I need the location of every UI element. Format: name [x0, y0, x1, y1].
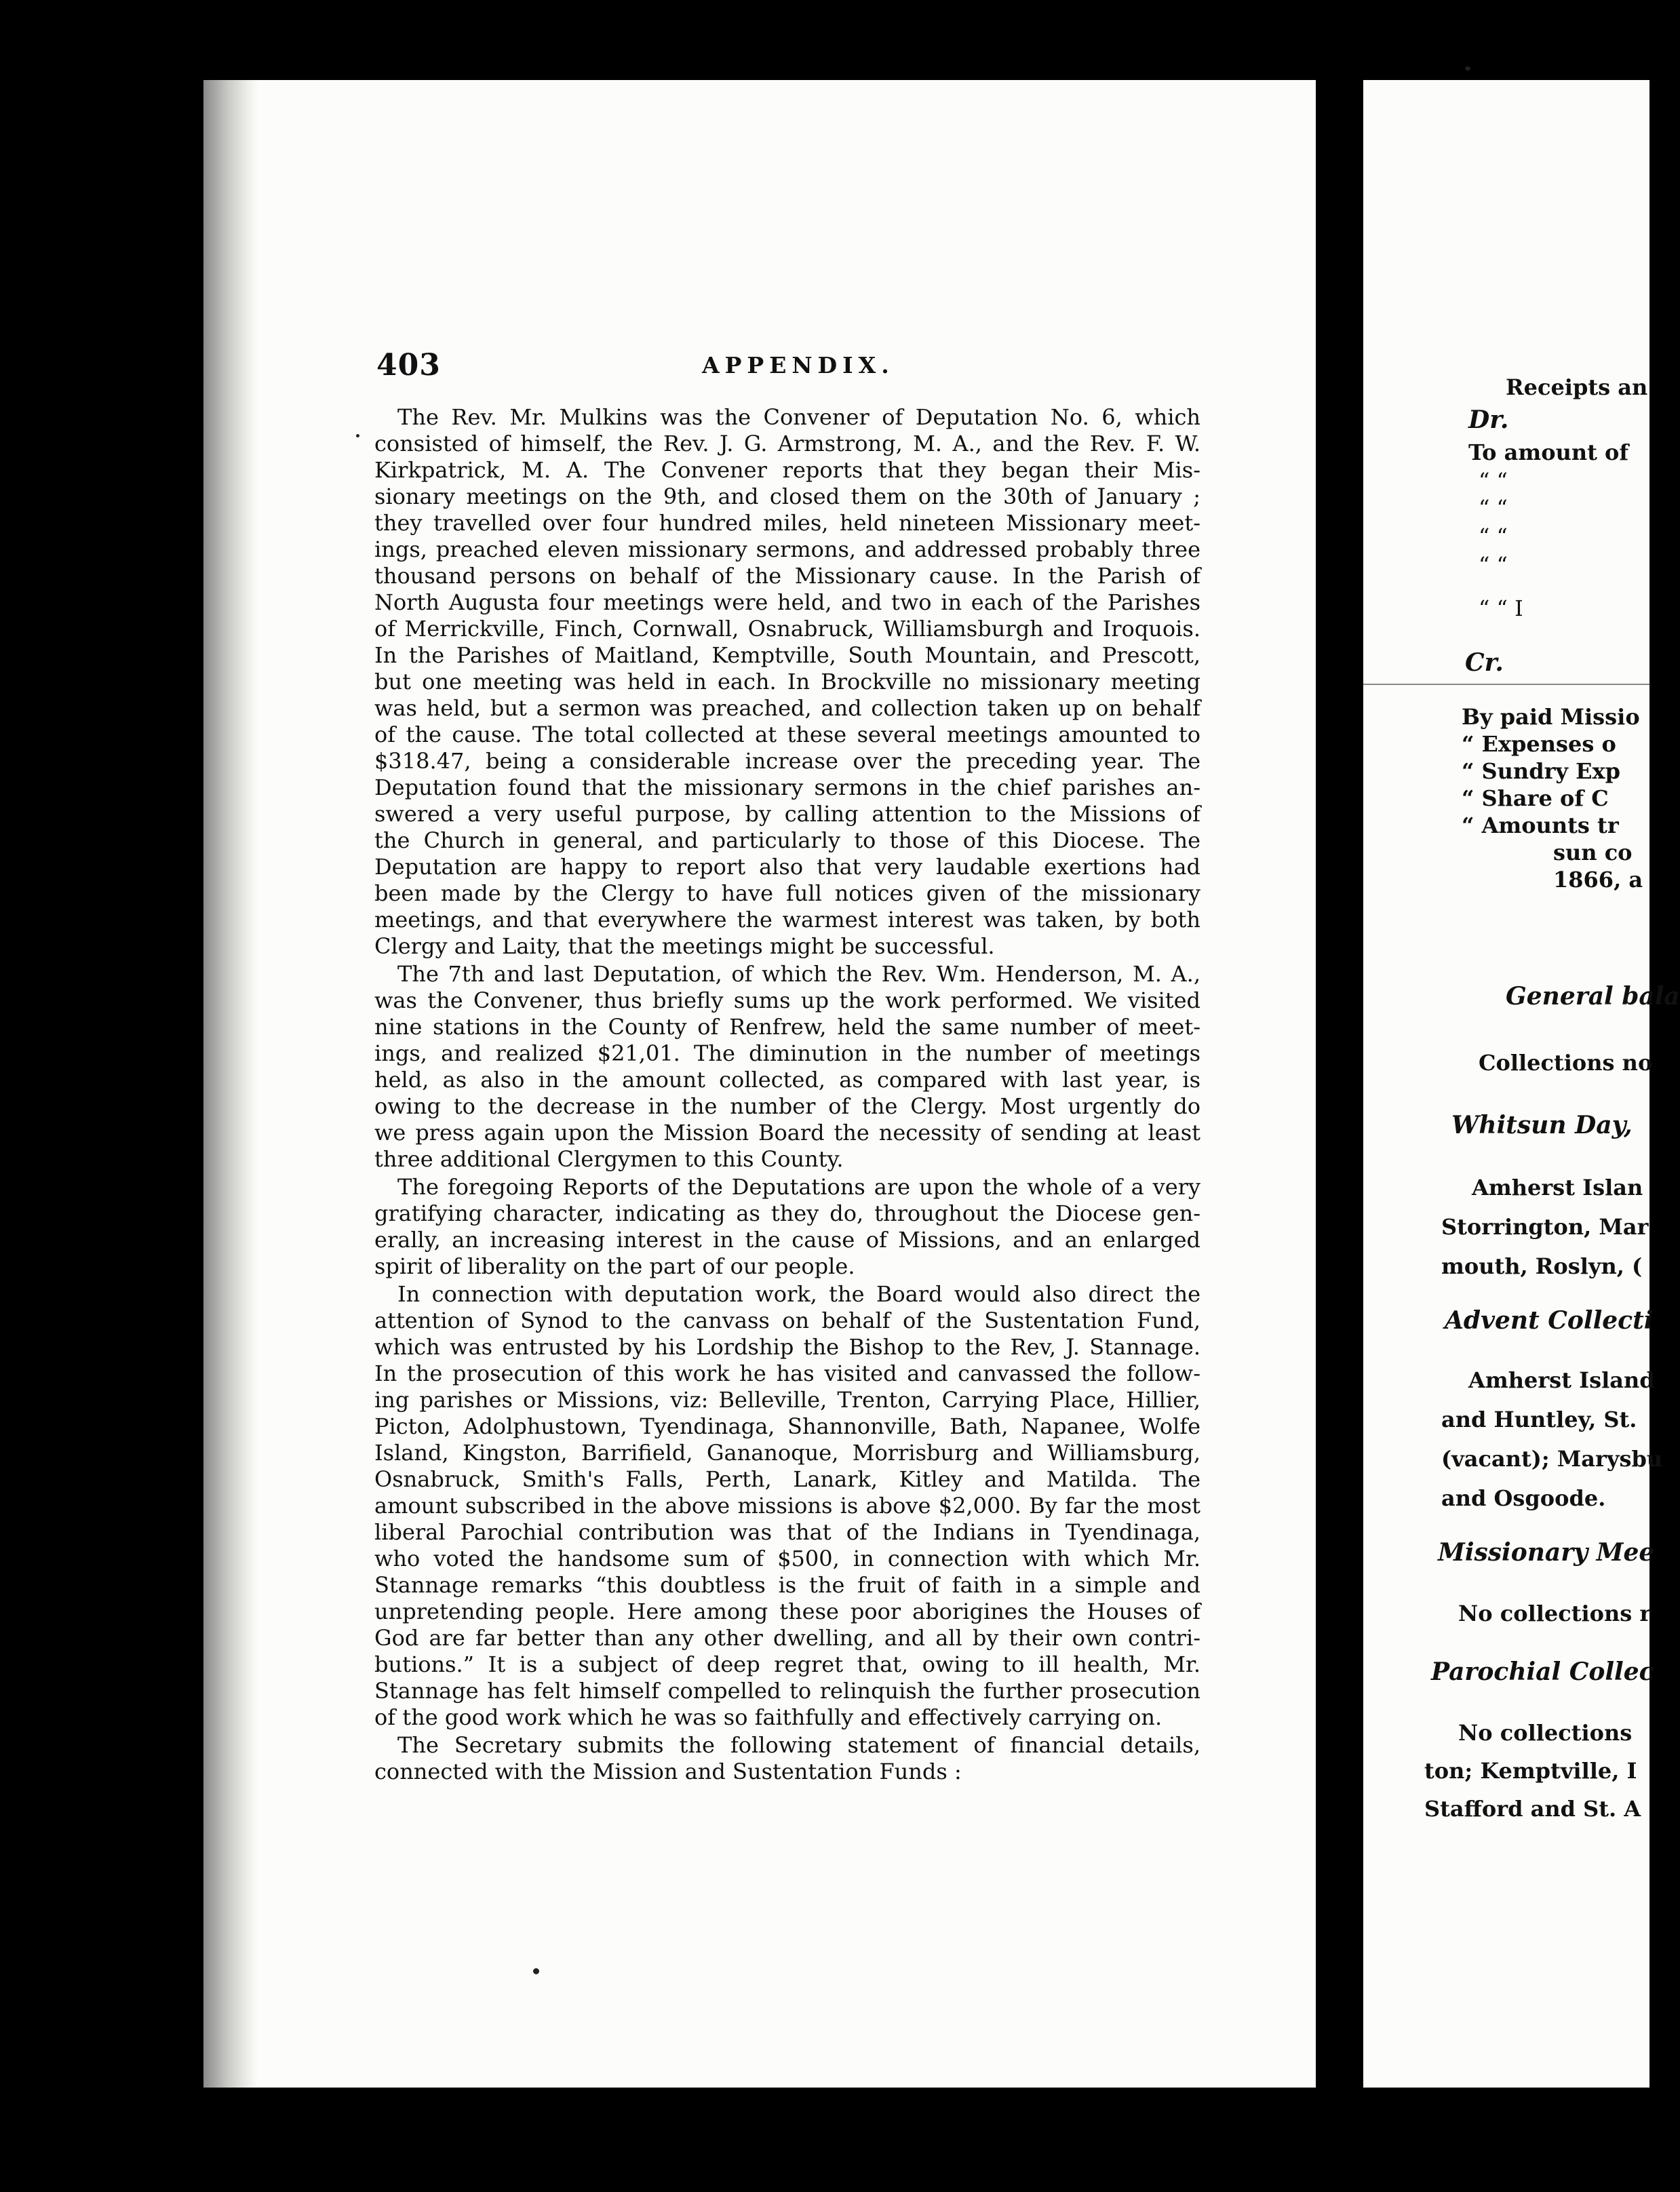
text-line: In the prosecution of this work he has visited and canvassed the follow-	[374, 1361, 1200, 1386]
text-line: meetings, and that everywhere the warmest interest was taken, by both	[374, 907, 1200, 933]
text-line: North Augusta four meetings were held, and two in each of the Parishes	[374, 589, 1200, 615]
right-page-line: “ Amounts tr	[1462, 813, 1619, 838]
right-page-line: sun co	[1553, 840, 1633, 865]
text-line: $318.47, being a considerable increase over the preceding year. The	[374, 748, 1200, 774]
right-page-line: Missionary Mee	[1438, 1538, 1655, 1567]
text-line: Island, Kingston, Barrifield, Gananoque, Morrisburg and Williamsburg,	[374, 1440, 1200, 1466]
text-line: Picton, Adolphustown, Tyendinaga, Shannonville, Bath, Napanee, Wolfe	[374, 1413, 1200, 1439]
text-line: connected with the Mission and Sustentation Funds :	[374, 1759, 962, 1784]
text-line: of the good work which he was so faithfully and effectively carrying on.	[374, 1704, 1163, 1730]
text-line: In the Parishes of Maitland, Kemptville, South Mountain, and Prescott,	[374, 642, 1200, 668]
text-line: Stannage remarks “this doubtless is the fruit of faith in a simple and	[374, 1572, 1200, 1598]
right-page-line: “ “ I	[1479, 595, 1523, 621]
right-page-line: By paid Missio	[1462, 704, 1640, 730]
text-line: ings, and realized $21,01. The diminution in the number of meetings	[374, 1040, 1200, 1066]
right-page-line: “ Expenses o	[1462, 731, 1616, 757]
text-line: unpretending people. Here among these poor aborigines the Houses of	[374, 1599, 1200, 1624]
right-page-line: No collections	[1458, 1720, 1633, 1746]
right-page-line: mouth, Roslyn, (	[1441, 1253, 1643, 1279]
right-page-line: Advent Collecti	[1445, 1306, 1654, 1335]
text-line: In connection with deputation work, the Board would also direct the	[397, 1281, 1200, 1307]
text-line: consisted of himself, the Rev. J. G. Armstrong, M. A., and the Rev. F. W.	[374, 431, 1200, 456]
text-line: which was entrusted by his Lordship the Bishop to the Rev, J. Stannage.	[374, 1334, 1200, 1360]
paragraph	[374, 961, 1200, 1173]
right-page-line: 1866, a	[1553, 867, 1643, 893]
text-line: ing parishes or Missions, viz: Belleville, Trenton, Carrying Place, Hillier,	[374, 1387, 1200, 1413]
right-page-line: “ Share of C	[1462, 785, 1609, 811]
right-page-line: Collections no	[1479, 1050, 1653, 1076]
running-head: APPENDIX.	[702, 352, 895, 378]
right-page-line: and Osgoode.	[1441, 1485, 1606, 1511]
scan-speck	[1465, 66, 1470, 71]
text-line: sionary meetings on the 9th, and closed them on the 30th of January ;	[374, 484, 1200, 509]
rule-line	[1363, 684, 1649, 685]
text-line: spirit of liberality on the part of our people.	[374, 1253, 855, 1279]
scan-speck	[533, 1968, 539, 1974]
text-line: erally, an increasing interest in the cause of Missions, and an enlarged	[374, 1227, 1200, 1253]
text-line: attention of Synod to the canvass on behalf of the Sustentation Fund,	[374, 1308, 1200, 1333]
paragraph	[374, 1281, 1200, 1731]
right-page-line: No collections r	[1458, 1601, 1652, 1626]
page-header	[203, 348, 1316, 389]
text-line: we press again upon the Mission Board the necessity of sending at least	[374, 1120, 1200, 1146]
text-line: held, as also in the amount collected, as compared with last year, is	[374, 1067, 1200, 1093]
text-line: was held, but a sermon was preached, and collection taken up on behalf	[374, 695, 1200, 721]
text-line: but one meeting was held in each. In Brockville no missionary meeting	[374, 669, 1200, 694]
text-line: butions.” It is a subject of deep regret that, owing to ill health, Mr.	[374, 1651, 1200, 1677]
text-line: Stannage has felt himself compelled to relinquish the further prosecution	[374, 1678, 1200, 1704]
right-page-line: (vacant); Marysbu	[1441, 1446, 1663, 1472]
text-line: who voted the handsome sum of $500, in connection with which Mr.	[374, 1546, 1200, 1571]
text-line: amount subscribed in the above missions is above $2,000. By far the most	[374, 1493, 1200, 1519]
right-page-line: Amherst Islan	[1472, 1175, 1643, 1200]
text-line: liberal Parochial contribution was that of the Indians in Tyendinaga,	[374, 1519, 1200, 1545]
right-page-line: “ “	[1479, 495, 1508, 521]
right-page-line: To amount of	[1468, 439, 1629, 465]
text-line: Kirkpatrick, M. A. The Convener reports that they began their Mis-	[374, 457, 1200, 483]
text-line: owing to the decrease in the number of the Clergy. Most urgently do	[374, 1093, 1200, 1119]
right-page-line: “ Sundry Exp	[1462, 758, 1620, 784]
right-page-line: “ “	[1479, 468, 1508, 494]
text-line: ings, preached eleven missionary sermons, and addressed probably three	[374, 536, 1200, 562]
right-page-line: Stafford and St. A	[1424, 1796, 1641, 1822]
text-line: The Secretary submits the following statement of financial details,	[397, 1732, 1200, 1758]
right-page-line: “ “	[1479, 552, 1508, 578]
text-line: nine stations in the County of Renfrew, held the same number of meet-	[374, 1014, 1200, 1040]
text-line: swered a very useful purpose, by calling attention to the Missions of	[374, 801, 1200, 827]
page-number: 403	[376, 348, 441, 383]
right-page-line: General bala	[1506, 982, 1680, 1011]
body-text	[374, 404, 1200, 1786]
right-page-line: Receipts an	[1506, 374, 1648, 400]
text-line: God are far better than any other dwelling, and all by their own contri-	[374, 1625, 1200, 1651]
right-page	[1363, 80, 1680, 2088]
text-line: of Merrickville, Finch, Cornwall, Osnabruck, Williamsburgh and Iroquois.	[374, 616, 1200, 642]
right-page-line: Amherst Island	[1468, 1367, 1655, 1393]
text-line: was the Convener, thus briefly sums up the work performed. We visited	[374, 987, 1200, 1013]
text-line: Deputation found that the missionary sermons in the chief parishes an-	[374, 775, 1200, 800]
text-line: gratifying character, indicating as they do, throughout the Diocese gen-	[374, 1200, 1200, 1226]
text-line: they travelled over four hundred miles, held nineteen Missionary meet-	[374, 510, 1200, 536]
right-page-line: Whitsun Day,	[1451, 1111, 1633, 1139]
text-line: thousand persons on behalf of the Missionary cause. In the Parish of	[374, 563, 1200, 589]
right-page-line: “ “	[1479, 524, 1508, 549]
right-page-line: Dr.	[1468, 406, 1509, 434]
right-page-line: Parochial Collec	[1431, 1658, 1654, 1686]
left-page	[203, 80, 1316, 2088]
right-page-line: and Huntley, St.	[1441, 1407, 1637, 1432]
text-line: the Church in general, and particularly to those of this Diocese. The	[374, 827, 1200, 853]
right-page-line: Storrington, Mar	[1441, 1214, 1649, 1240]
scan-speck	[356, 434, 359, 437]
text-line: Deputation are happy to report also that very laudable exertions had	[374, 854, 1200, 880]
text-line: three additional Clergymen to this County.	[374, 1146, 844, 1172]
text-line: The foregoing Reports of the Deputations are upon the whole of a very	[397, 1174, 1200, 1200]
text-line: been made by the Clergy to have full notices given of the missionary	[374, 880, 1200, 906]
paragraph	[374, 1174, 1200, 1280]
right-page-line: ton; Kemptville, I	[1424, 1758, 1637, 1784]
text-line: The 7th and last Deputation, of which the Rev. Wm. Henderson, M. A.,	[397, 961, 1200, 987]
text-line: Clergy and Laity, that the meetings might be successful.	[374, 933, 995, 959]
paragraph	[374, 1732, 1200, 1785]
right-page-line: Cr.	[1465, 648, 1504, 677]
text-line: Osnabruck, Smith's Falls, Perth, Lanark, Kitley and Matilda. The	[374, 1466, 1200, 1492]
text-line: of the cause. The total collected at these several meetings amounted to	[374, 722, 1200, 747]
text-line: The Rev. Mr. Mulkins was the Convener of Deputation No. 6, which	[397, 404, 1200, 430]
paragraph	[374, 404, 1200, 960]
